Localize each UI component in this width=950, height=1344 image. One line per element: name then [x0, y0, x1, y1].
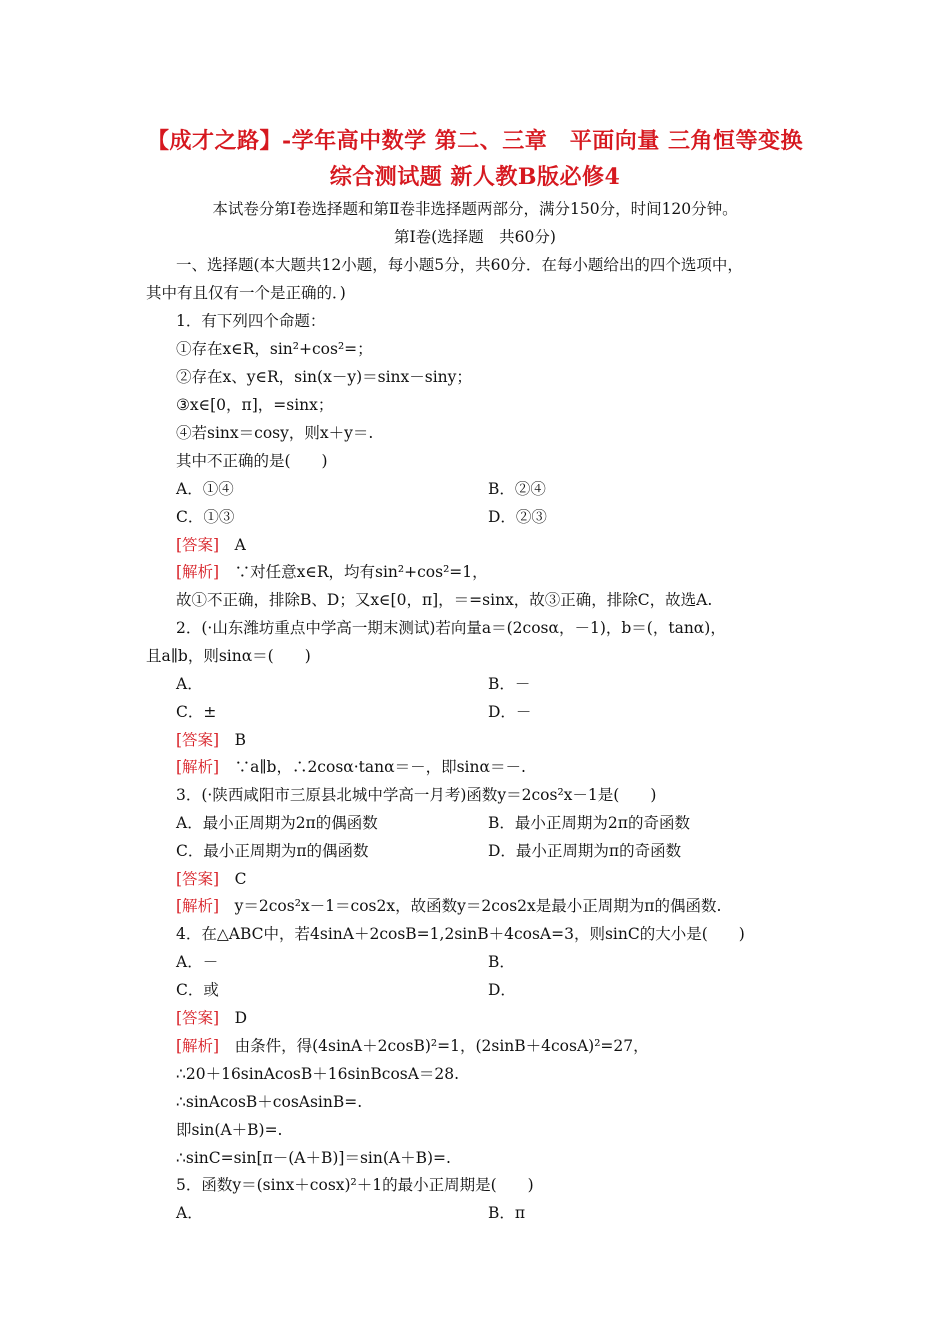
q2-answer-row: [176, 730, 246, 750]
q2-analysis: ∵a∥b，∴2cosα·tanα＝－，即sinα＝－.: [234, 758, 526, 776]
intro-text: 本试卷分第Ⅰ卷选择题和第Ⅱ卷非选择题两部分，满分150分，时间120分钟。: [212, 200, 738, 218]
q4-answer: D: [234, 1009, 248, 1027]
q2-stem-line1: 2．(·山东潍坊重点中学高一期末测试)若向量a＝(2cosα，－1)，b＝(，tanα)，: [176, 619, 726, 637]
analysis-label: [解析]: [176, 758, 220, 776]
part1-heading: 第Ⅰ卷(选择题 共60分): [394, 228, 556, 246]
q5-option-b: B．π: [488, 1204, 526, 1222]
q1-proposition-3: ③x∈[0，π]，=sinx；: [176, 396, 334, 414]
q1-proposition-4: ④若sinx＝cosy，则x＋y＝.: [176, 424, 374, 442]
q4-option-d: D．: [488, 981, 516, 999]
q4-analysis-row: [176, 1036, 649, 1056]
q2-answer: B: [234, 731, 247, 749]
q1-answer-row: [176, 535, 246, 555]
q1-option-a: A．①④: [176, 480, 234, 498]
q1-proposition-2: ②存在x、y∈R，sin(x－y)＝sinx－siny；: [176, 368, 472, 386]
q1-analysis-row: [176, 562, 488, 582]
q3-option-a: A．最小正周期为2π的偶函数: [176, 814, 378, 832]
q4-option-b: B．: [488, 953, 515, 971]
q4-option-c: C．或: [176, 981, 219, 999]
q1-option-c: C．①③: [176, 508, 235, 526]
answer-label: [答案]: [176, 731, 220, 749]
answer-label: [答案]: [176, 1009, 220, 1027]
q1-answer: A: [234, 536, 246, 554]
q2-option-b: B．－: [488, 675, 531, 693]
q2-option-a: A．: [176, 675, 203, 693]
section1-instructions-line2: 其中有且仅有一个是正确的．): [146, 284, 346, 302]
q1-question: 其中不正确的是( ): [176, 452, 328, 470]
q4-stem: 4．在△ABC中，若4sinA＋2cosB=1,2sinB＋4cosA=3，则sinC的大小是( ): [176, 925, 745, 943]
analysis-label: [解析]: [176, 1037, 220, 1055]
q4-analysis-line2: ∴20＋16sinAcosB＋16sinBcosA＝28.: [176, 1065, 460, 1083]
q4-analysis-line3: ∴sinAcosB＋cosAsinB=.: [176, 1093, 363, 1111]
answer-label: [答案]: [176, 870, 220, 888]
document-title-line2: 综合测试题 新人教B版必修4: [329, 164, 621, 190]
q4-analysis-line4: 即sin(A＋B)=.: [176, 1121, 283, 1139]
q2-option-c: C．±: [176, 703, 217, 721]
q2-stem-line2: 且a∥b，则sinα＝( ): [146, 647, 311, 665]
q3-analysis-row: [176, 896, 721, 916]
q3-answer: C: [234, 870, 247, 888]
q4-analysis-line5: ∴sinC=sin[π－(A＋B)]＝sin(A＋B)=.: [176, 1149, 451, 1167]
q1-stem: 1．有下列四个命题：: [176, 312, 326, 330]
q2-option-d: D．－: [488, 703, 532, 721]
document-title-line1: 【成才之路】-学年高中数学 第二、三章 平面向量 三角恒等变换: [147, 128, 803, 154]
analysis-label: [解析]: [176, 897, 220, 915]
q1-analysis-line2: 故①不正确，排除B、D；又x∈[0，π]，＝=sinx，故③正确，排除C，故选A.: [176, 591, 713, 609]
q4-analysis-line1: 由条件，得(4sinA＋2cosB)²=1，(2sinB＋4cosA)²=27，: [234, 1037, 649, 1055]
q3-option-d: D．最小正周期为π的奇函数: [488, 842, 682, 860]
analysis-label: [解析]: [176, 563, 220, 581]
q3-answer-row: [176, 869, 247, 889]
q3-option-c: C．最小正周期为π的偶函数: [176, 842, 369, 860]
q4-answer-row: [176, 1008, 247, 1028]
q3-option-b: B．最小正周期为2π的奇函数: [488, 814, 690, 832]
q1-option-d: D．②③: [488, 508, 547, 526]
q5-stem: 5．函数y＝(sinx＋cosx)²＋1的最小正周期是( ): [176, 1176, 534, 1194]
q1-proposition-1: ①存在x∈R，sin²+cos²=；: [176, 340, 373, 358]
q5-option-a: A．: [176, 1204, 203, 1222]
q1-option-b: B．②④: [488, 480, 546, 498]
section1-instructions-line1: 一、选择题(本大题共12小题，每小题5分，共60分．在每小题给出的四个选项中，: [176, 256, 743, 274]
q1-analysis-line1: ∵对任意x∈R，均有sin²+cos²=1，: [234, 563, 488, 581]
answer-label: [答案]: [176, 536, 220, 554]
q4-option-a: A．－: [176, 953, 219, 971]
q3-stem: 3．(·陕西咸阳市三原县北城中学高一月考)函数y＝2cos²x－1是( ): [176, 786, 657, 804]
q2-analysis-row: [176, 757, 526, 777]
q3-analysis: y＝2cos²x－1＝cos2x，故函数y＝2cos2x是最小正周期为π的偶函数.: [234, 897, 722, 915]
